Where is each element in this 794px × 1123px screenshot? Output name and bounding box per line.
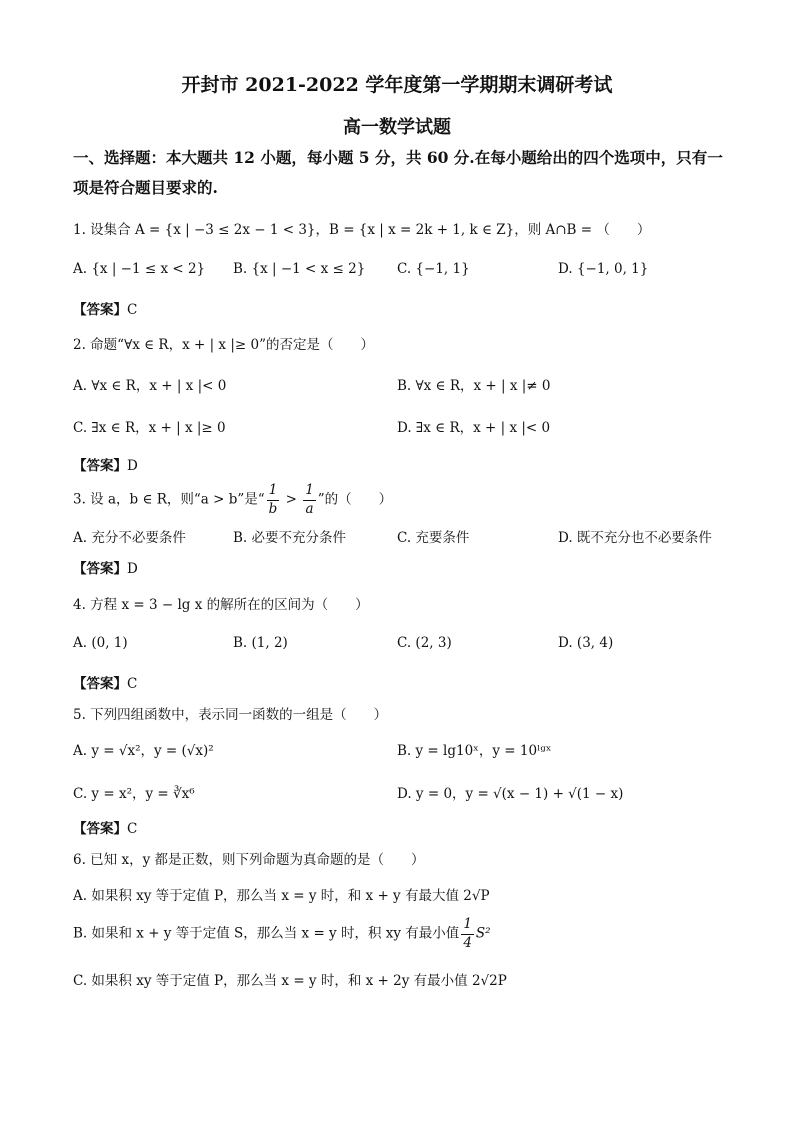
question-1-option-a: A. {x | −1 ≤ x < 2}	[73, 261, 206, 277]
question-1-stem: 1. 设集合 A = {x | −3 ≤ 2x − 1 < 3}，B = {x | x = 2k + 1, k ∈ Z}，则 A∩B = （ ）	[73, 222, 651, 238]
question-4-option-a: A. (0, 1)	[73, 635, 128, 651]
answer-value: C	[127, 676, 138, 692]
fraction-1-over-b	[267, 484, 280, 516]
frac-numerator: 1	[267, 484, 280, 501]
answer-value: C	[127, 302, 138, 318]
answer-value: D	[127, 561, 138, 577]
question-6-option-b-text: B. 如果和 x + y 等于定值 S，那么当 x = y 时，积 xy 有最小值	[73, 925, 460, 942]
greater-than: >	[281, 491, 302, 508]
question-6-option-a: A. 如果积 xy 等于定值 P，那么当 x = y 时，和 x + y 有最大值 2√P	[73, 888, 490, 904]
fraction-1-over-a	[303, 484, 316, 516]
answer-tag: 【答案】	[73, 676, 127, 692]
question-2-stem: 2. 命题“∀x ∈ R，x + | x |≥ 0”的否定是（ ）	[73, 337, 374, 353]
question-4-option-b: B. (1, 2)	[233, 635, 288, 651]
fraction-1-over-4	[461, 918, 474, 950]
question-3-stem-pre: 3. 设 a，b ∈ R，则“a > b”是“	[73, 491, 265, 508]
question-4-stem: 4. 方程 x = 3 − lg x 的解所在的区间为（ ）	[73, 597, 369, 613]
frac-numerator: 1	[461, 918, 474, 935]
question-4-option-d: D. (3, 4)	[558, 635, 614, 651]
question-2-option-d: D. ∃x ∈ R，x + | x |< 0	[397, 420, 551, 436]
exam-title: 开封市 2021-2022 学年度第一学期期末调研考试	[181, 74, 613, 96]
question-5-stem: 5. 下列四组函数中，表示同一函数的一组是（ ）	[73, 707, 388, 723]
question-3-stem-post: ”的（ ）	[317, 491, 393, 508]
question-6-option-b	[73, 918, 491, 950]
question-3-option-b: B. 必要不充分条件	[233, 530, 347, 546]
frac-denominator: a	[305, 500, 314, 517]
question-4-answer	[73, 672, 137, 692]
answer-tag: 【答案】	[73, 561, 127, 577]
frac-denominator: 4	[463, 934, 472, 951]
question-1-option-d: D. {−1, 0, 1}	[558, 261, 649, 277]
question-1-answer	[73, 298, 137, 318]
exam-subtitle: 高一数学试题	[343, 117, 451, 138]
question-2-option-c: C. ∃x ∈ R，x + | x |≥ 0	[73, 420, 226, 436]
question-4-option-c: C. (2, 3)	[397, 635, 452, 651]
frac-denominator: b	[268, 500, 278, 517]
question-1-option-c: C. {−1, 1}	[397, 261, 470, 277]
question-5-option-c: C. y = x²，y = ∛x⁶	[73, 786, 195, 802]
question-3-option-a: A. 充分不必要条件	[73, 530, 186, 546]
question-3-option-d: D. 既不充分也不必要条件	[558, 530, 712, 546]
question-3-stem	[73, 484, 392, 516]
question-6-option-c: C. 如果积 xy 等于定值 P，那么当 x = y 时，和 x + 2y 有最小值 2√2P	[73, 973, 507, 989]
question-5-option-b: B. y = lg10ˣ，y = 10ˡᵍˣ	[397, 743, 552, 759]
answer-value: C	[127, 821, 138, 837]
question-3-answer	[73, 557, 138, 577]
section-heading: 一、选择题：本大题共 12 小题，每小题 5 分，共 60 分.在每小题给出的四个选项中，只有一项是符合题目要求的.	[73, 148, 723, 197]
question-5-option-d: D. y = 0，y = √(x − 1) + √(1 − x)	[397, 786, 624, 802]
answer-tag: 【答案】	[73, 302, 127, 318]
question-5-answer	[73, 817, 137, 837]
question-2-answer	[73, 454, 138, 474]
answer-tag: 【答案】	[73, 821, 127, 837]
question-5-option-a: A. y = √x²，y = (√x)²	[73, 743, 214, 759]
frac-numerator: 1	[303, 484, 316, 501]
question-3-option-c: C. 充要条件	[397, 530, 470, 546]
question-2-option-a: A. ∀x ∈ R，x + | x |< 0	[73, 378, 227, 394]
s-squared: S²	[475, 925, 491, 942]
answer-tag: 【答案】	[73, 458, 127, 474]
answer-value: D	[127, 458, 138, 474]
question-2-option-b: B. ∀x ∈ R，x + | x |≠ 0	[397, 378, 551, 394]
question-1-option-b: B. {x | −1 < x ≤ 2}	[233, 261, 366, 277]
question-6-stem: 6. 已知 x，y 都是正数，则下列命题为真命题的是（ ）	[73, 852, 425, 868]
